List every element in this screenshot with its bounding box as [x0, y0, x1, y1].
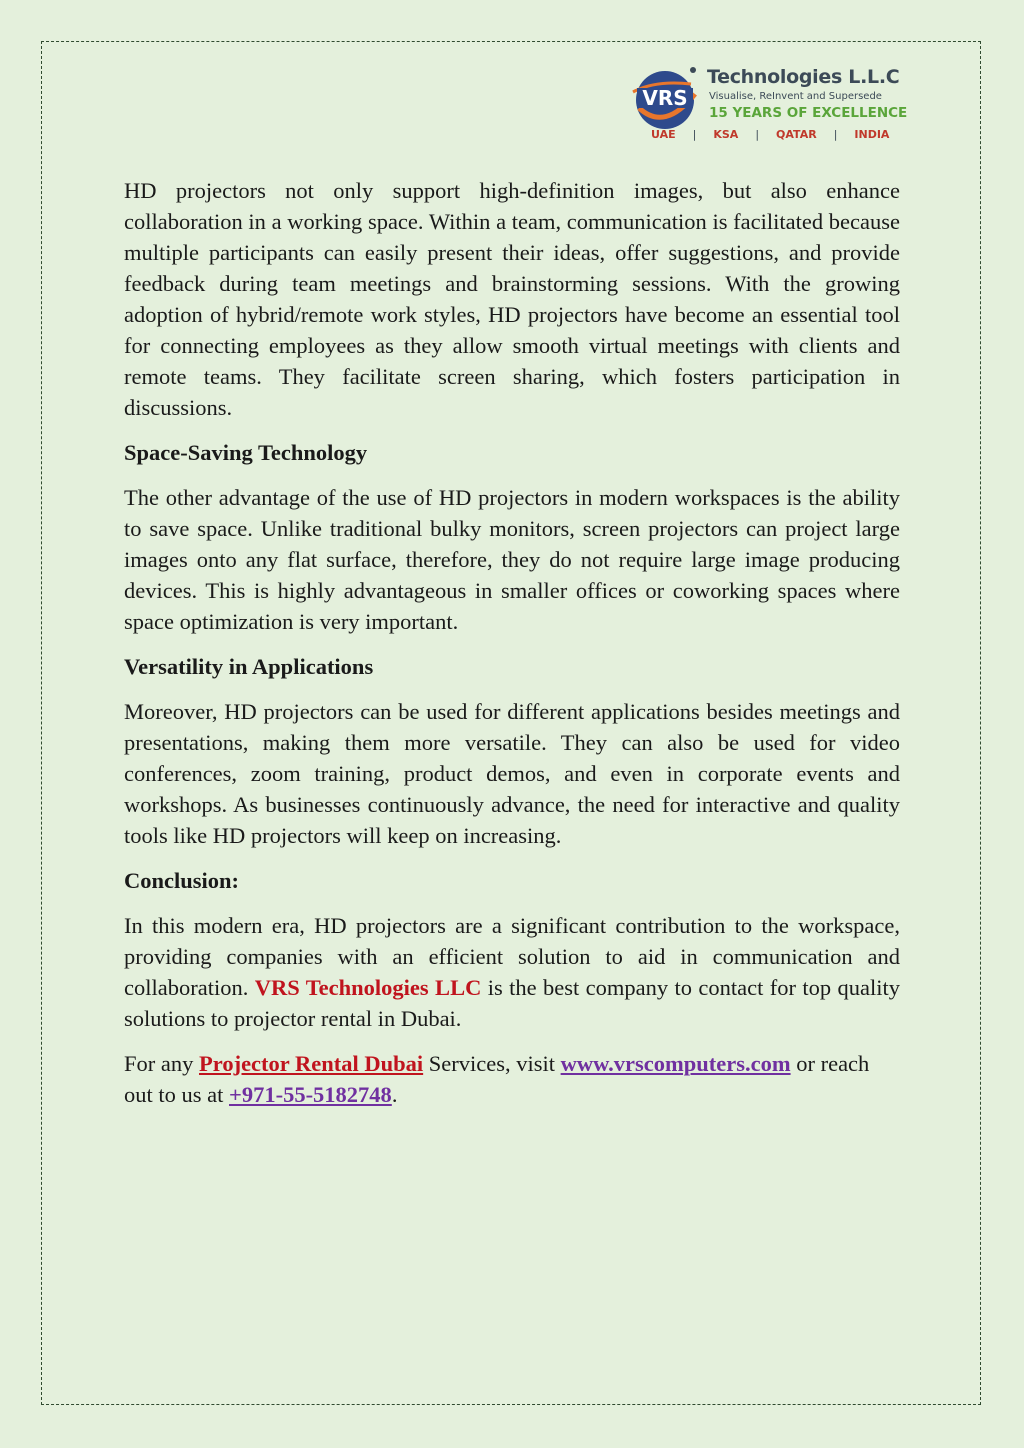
logo-regions — [651, 128, 889, 141]
brand-name: VRS Technologies LLC — [254, 975, 482, 1000]
region-ksa: KSA — [713, 128, 739, 141]
section-heading-versatility: Versatility in Applications — [124, 654, 374, 679]
cta-paragraph — [124, 1048, 900, 1110]
logo-years: 15 YEARS OF EXCELLENCE — [709, 105, 908, 121]
svg-text:VRS: VRS — [642, 86, 688, 110]
phone-link[interactable]: +971-55-5182748 — [229, 1082, 392, 1107]
section-heading-space-saving: Space-Saving Technology — [124, 440, 368, 465]
space-saving-paragraph: The other advantage of the use of HD projectors in modern workspaces is the ability to save space. Unlike traditional bulky monitors, screen projectors can project large images onto any flat surface, therefore, they do not require large image producing devices. This is highly advantageous in smaller offices or coworking spaces where space optimization is very important. — [124, 485, 900, 634]
versatility-paragraph: Moreover, HD projectors can be used for different applications besides meetings and presentations, making them more versatile. They can also be used for video conferences, zoom training, product demos, and even in corporate events and workshops. As businesses continuously advance, the need for interactive and quality tools like HD projectors will keep on increasing. — [124, 699, 900, 848]
region-separator: | — [692, 128, 697, 141]
conclusion-paragraph — [124, 910, 900, 1034]
intro-paragraph: HD projectors not only support high-definition images, but also enhance collaboration in a working space. Within a team, communication is facilitated because multiple participants can easily present their ideas, offer suggestions, and provide feedback during team meetings and brainstorming sessions. With the growing adoption of hybrid/remote work styles, HD projectors have become an essential tool for connecting employees as they allow smooth virtual meetings with clients and remote teams. They facilitate screen sharing, which fosters participation in discussions. — [124, 178, 900, 420]
projector-rental-link[interactable]: Projector Rental Dubai — [199, 1051, 424, 1076]
region-qatar: QATAR — [776, 128, 817, 141]
cta-end: . — [391, 1082, 398, 1107]
section-heading-conclusion: Conclusion: — [124, 868, 240, 893]
region-separator: | — [755, 128, 760, 141]
company-logo — [625, 62, 908, 148]
region-india: INDIA — [854, 128, 890, 141]
logo-tagline: Visualise, ReInvent and Supersede — [709, 91, 882, 102]
conclusion-text-start: In this modern era, HD projectors are a significant contribution to the workspace, providing companies with an efficient solution to aid in communication and collaboration. — [124, 913, 900, 1000]
region-separator: | — [833, 128, 838, 141]
region-uae: UAE — [651, 128, 676, 141]
cta-text-1: For any — [124, 1051, 199, 1076]
website-link[interactable]: www.vrscomputers.com — [560, 1051, 791, 1076]
article-body — [124, 175, 900, 1124]
conclusion-text-end: is the best company to contact for top quality solutions to projector rental in Dubai. — [124, 975, 900, 1031]
logo-company-name: Technologies L.L.C — [707, 66, 900, 88]
cta-text-3: or reach out to us at — [124, 1051, 870, 1107]
cta-text-2: Services, visit — [423, 1051, 561, 1076]
